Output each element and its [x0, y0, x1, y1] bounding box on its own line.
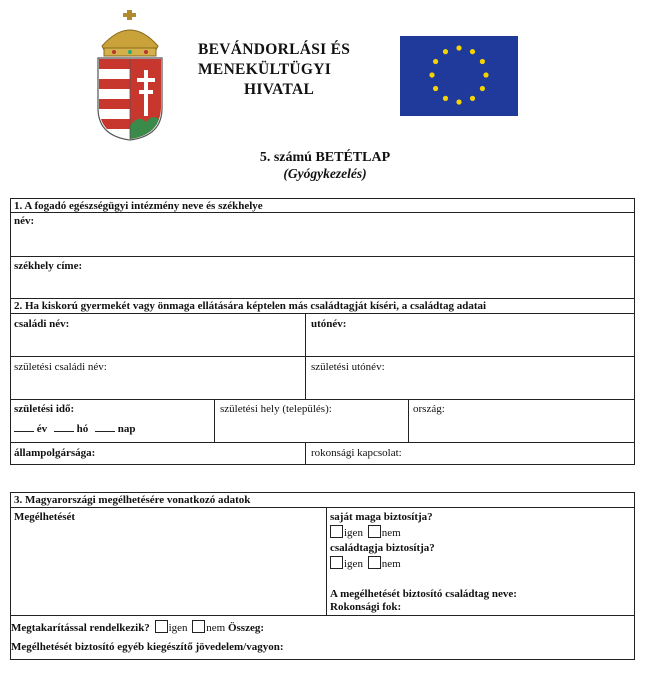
own-insurer-options — [330, 525, 401, 540]
family-name-label: családi név: — [14, 318, 70, 330]
savings-row — [11, 620, 264, 635]
relative-no-label: nem — [381, 558, 401, 570]
institution-address-label: székhely címe: — [14, 260, 83, 272]
section-1-header: 1. A fogadó egészségügyi intézmény neve és székhelye — [14, 200, 263, 212]
relative-name-label: A megélhetését biztosító családtag neve: — [330, 588, 517, 600]
own-no-label: nem — [381, 527, 401, 539]
day-blank[interactable] — [95, 422, 115, 432]
section-3-header: 3. Magyarországi megélhetésére vonatkozó adatok — [14, 494, 251, 506]
country-label: ország: — [413, 403, 445, 415]
own-no-checkbox[interactable] — [368, 525, 381, 538]
coat-of-arms — [92, 8, 168, 142]
livelihood-label: Megélhetését — [14, 511, 76, 523]
birth-given-name-label: születési utónév: — [311, 361, 385, 373]
birth-place-label: születési hely (település): — [220, 403, 332, 415]
form-title: 5. számú BETÉTLAP — [259, 150, 391, 165]
agency-name — [198, 40, 350, 100]
hungarian-coat-of-arms-icon — [92, 8, 168, 142]
agency-line-3: HIVATAL — [244, 81, 315, 98]
relative-no-checkbox[interactable] — [368, 556, 381, 569]
eu-flag — [400, 36, 518, 116]
agency-line-1: BEVÁNDORLÁSI ÉS — [198, 41, 351, 58]
kinship-label: Rokonsági fok: — [330, 601, 402, 613]
relationship-label: rokonsági kapcsolat: — [311, 447, 402, 459]
savings-yes-checkbox[interactable] — [155, 620, 168, 633]
year-blank[interactable] — [14, 422, 34, 432]
year-label: év — [36, 423, 48, 435]
amount-label: Összeg: — [227, 622, 265, 634]
given-name-label: utónév: — [311, 318, 347, 330]
birth-date-label: születési idő: — [14, 403, 75, 415]
relative-yes-checkbox[interactable] — [330, 556, 343, 569]
eu-flag-icon — [400, 36, 518, 116]
savings-no-label: nem — [206, 622, 226, 634]
citizenship-label: állampolgársága: — [14, 447, 96, 459]
own-insurer-label: saját maga biztosítja? — [330, 511, 433, 523]
day-label: nap — [117, 423, 136, 435]
own-yes-checkbox[interactable] — [330, 525, 343, 538]
institution-name-label: név: — [14, 215, 35, 227]
savings-no-checkbox[interactable] — [192, 620, 205, 633]
savings-label: Megtakarítással rendelkezik? — [11, 622, 150, 634]
other-income-label: Megélhetését biztosító egyéb kiegészítő jövedelem/vagyon: — [11, 641, 284, 653]
relative-insurer-options — [330, 556, 401, 571]
relative-yes-label: igen — [344, 558, 363, 570]
birth-date-fields — [14, 422, 136, 436]
month-label: hó — [76, 423, 89, 435]
birth-family-name-label: születési családi név: — [14, 361, 107, 373]
relative-insurer-label: családtagja biztosítja? — [330, 542, 435, 554]
section-2-header: 2. Ha kiskorú gyermekét vagy önmaga ellátására képtelen más családtagját kíséri, a családtag adatai — [14, 300, 487, 312]
month-blank[interactable] — [54, 422, 74, 432]
form-subtitle: (Gyógykezelés) — [283, 166, 367, 181]
own-yes-label: igen — [344, 527, 363, 539]
savings-yes-label: igen — [168, 622, 188, 634]
agency-line-2: MENEKÜLTÜGYI — [198, 61, 332, 78]
